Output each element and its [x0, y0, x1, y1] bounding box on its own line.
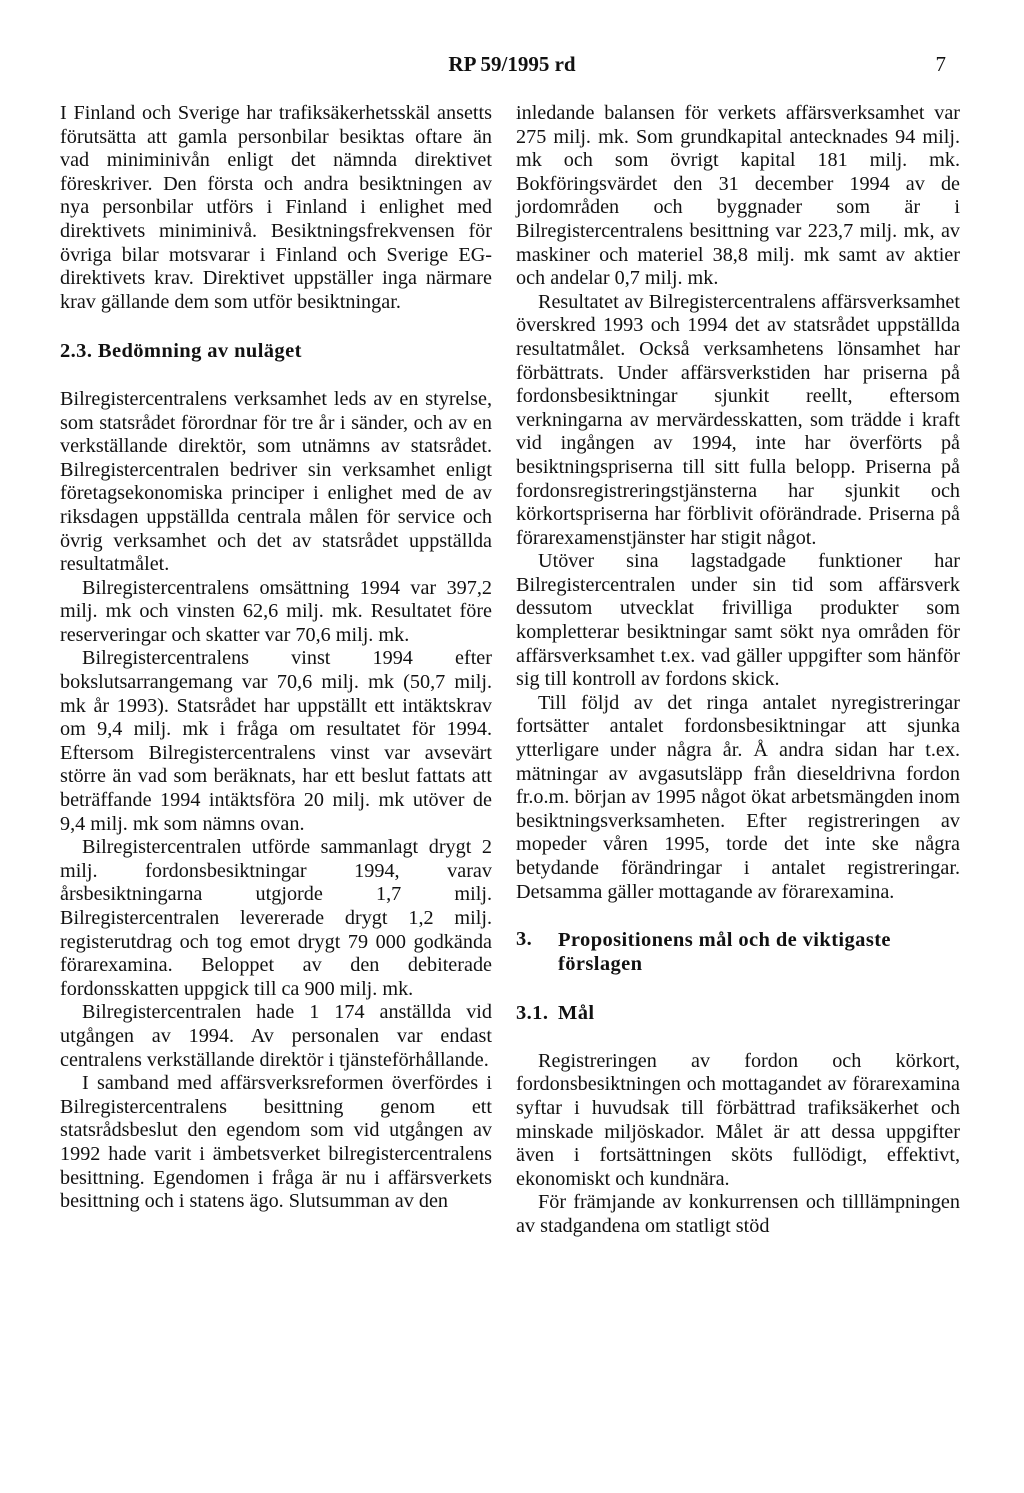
sub-number: 3.1. — [516, 1002, 549, 1025]
right-column — [516, 102, 960, 1239]
document-reference: RP 59/1995 rd — [448, 52, 576, 76]
left-column — [60, 102, 492, 1214]
page-header — [0, 52, 1024, 82]
section-heading-3-1 — [516, 1002, 960, 1026]
paragraph: Bilregistercentralen hade 1 174 anställda vid utgången av 1994. Av personalen var endast centralens verkställande direktör i tjänsteförhållande. — [60, 1001, 492, 1071]
section-number: 2.3. — [60, 340, 93, 363]
chapter-number: 3. — [516, 928, 533, 951]
paragraph: Bilregistercentralens verksamhet leds av en styrelse, som statsrådet förordnar för tre år i sänder, och av en verkställande direktör, som utnämns av statsrådet. Bilregistercentralen bedriver sin verksamhet enligt företagsekonomiska principer i enlighet med de av riksdagen uppställda centrala målen för service och övrig verksamhet och det av statsrådet uppställda resultatmålet. — [60, 387, 492, 576]
chapter-heading-3 — [516, 928, 960, 976]
paragraph: inledande balansen för verkets affärsverksamhet var 275 milj. mk. Som grundkapital antecknades 94 milj. mk och som övrigt kapital 181 milj. mk. Bokföringsvärdet den 31 december 1994 av de jordområden och byggnader som är i Bilregistercentralens besittning var 223,7 milj. mk, av maskiner och materiel 38,8 milj. mk samt av aktier och andelar 0,7 milj. mk. — [516, 102, 960, 290]
chapter-title: Propositionens mål och de viktigaste förslagen — [558, 929, 891, 976]
paragraph: Utöver sina lagstadgade funktioner har Bilregistercentralen under sin tid som affärsverk dessutom utvecklat frivilliga produkter som kompletterar besiktningar samt sökt nya områden för affärsverksamhet t.ex. vad gäller uppgifter som hänför sig till kontroll av fordons skick. — [516, 550, 960, 691]
paragraph: Till följd av det ringa antalet nyregistreringar fortsätter antalet fordonsbesiktningar att sjunka ytterligare under några år. Å andra sidan har t.ex. mätningar av avgasutsläpp från dieseldrivna fordon fr.o.m. början av 1995 något ökat arbetsmängden inom besiktningsverksamheten. Efter registreringen av mopeder våren 1995, torde det inte ske några betydande förändringar i antalet registreringar. Detsamma gäller mottagande av förarexamina. — [516, 691, 960, 903]
section-title: Bedömning av nuläget — [97, 340, 302, 363]
paragraph: I samband med affärsverksreformen överfördes i Bilregistercentralens besittning genom ett statsrådsbeslut den egendom som vid utgången av 1992 hade varit i ämbetsverket bilregistercentralens besittning. Egendomen i fråga är nu i affärsverkets besittning och i statens ägo. Slutsumman av den — [60, 1072, 492, 1213]
page-number: 7 — [935, 52, 946, 76]
paragraph: I Finland och Sverige har trafiksäkerhetsskäl ansetts förutsätta att gamla personbilar besiktas oftare än vad miniminivån enligt det nämnda direktivet föreskriver. Den första och andra besiktningen av nya personbilar utförs i Finland i enlighet med direktivets miniminivå. Besiktningsfrekvensen för övriga bilar motsvarar i Finland och Sverige EG-direktivets krav. Direktivet uppställer inga närmare krav gällande dem som utför besiktningar. — [60, 102, 492, 313]
paragraph: Registreringen av fordon och körkort, fordonsbesiktningen och mottagandet av förarexamina syftar i huvudsak till förbättrad trafiksäkerhet och minskade miljöskador. Målet är att dessa uppgifter även i fortsättningen sköts fullödigt, effektivt, ekonomiskt och kundnära. — [516, 1049, 960, 1190]
paragraph: För främjande av konkurrensen och tilllämpningen av stadgandena om statligt stöd — [516, 1191, 960, 1237]
paragraph: Bilregistercentralens omsättning 1994 var 397,2 milj. mk och vinsten 62,6 milj. mk. Resultatet före reserveringar och skatter var 70,6 milj. mk. — [60, 576, 492, 646]
paragraph: Resultatet av Bilregistercentralens affärsverksamhet överskred 1993 och 1994 det av statsrådet uppställda resultatmålet. Också verksamhetens lönsamhet har förbättrats. Under affärsverkstiden har priserna på fordonsbesiktningar sjunkit reellt, eftersom verkningarna av mervärdesskatten, som trädde i kraft vid ingången av 1994, inte har överförts på besiktningspriserna till sitt fulla belopp. Priserna på fordonsregistreringstjänsterna har sjunkit och körkortspriserna har förblivit oförändrade. Priserna på förarexamenstjänster har stigit något. — [516, 290, 960, 549]
paragraph: Bilregistercentralens vinst 1994 efter bokslutsarrangemang var 70,6 milj. mk (50,7 milj. mk år 1993). Statsrådet har uppställt ett intäktskrav om 9,4 milj. mk i fråga om resultatet för 1994. Eftersom Bilregistercentralens vinst var avsevärt större än vad som beräknats, har ett beslut fattats att beträffande 1994 intäktsföra 20 milj. mk utöver de 9,4 milj. mk som nämns ovan. — [60, 647, 492, 835]
paragraph: Bilregistercentralen utförde sammanlagt drygt 2 milj. fordonsbesiktningar 1994, varav årsbesiktningarna utgjorde 1,7 milj. Bilregistercentralen levererade drygt 1,2 milj. registerutdrag och tog emot drygt 79 000 godkända förarexamina. Beloppet av den debiterade fordonsskatten uppgick till ca 900 milj. mk. — [60, 836, 492, 1000]
section-heading-2-3 — [60, 340, 492, 364]
sub-title: Mål — [558, 1002, 595, 1025]
